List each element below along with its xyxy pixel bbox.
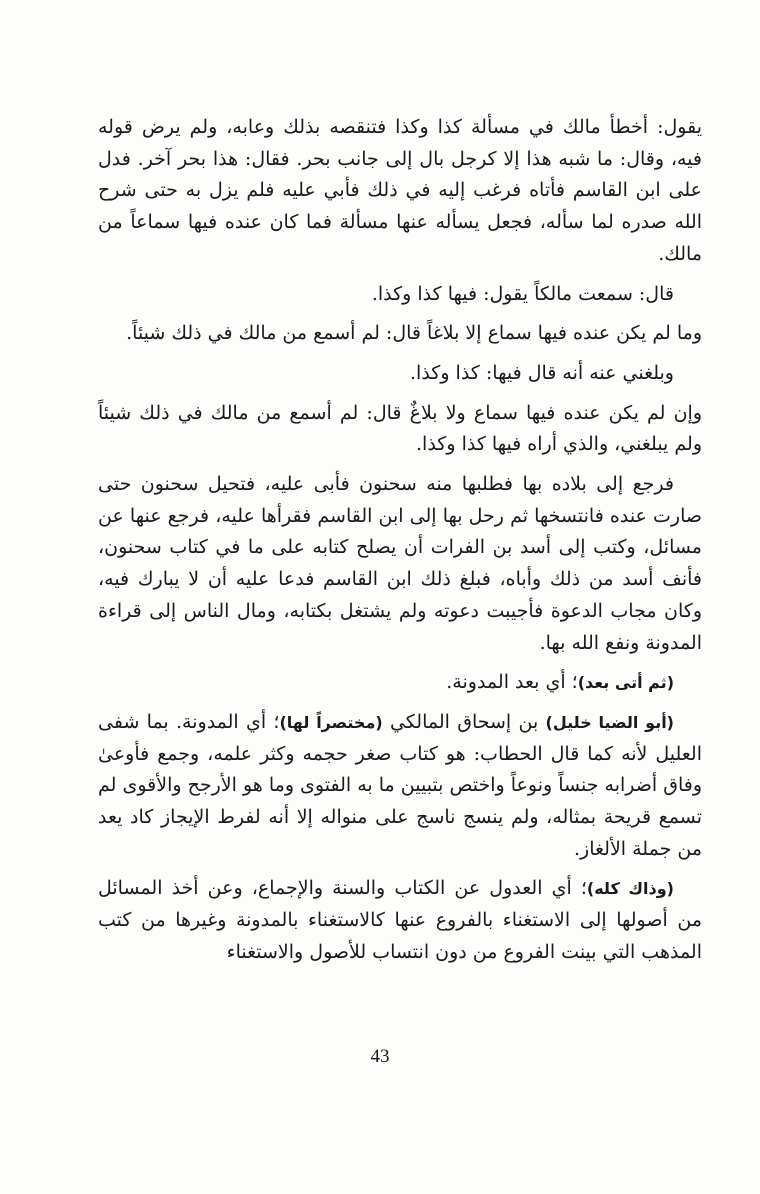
paragraph-text: يقول: أخطأ مالك في مسألة كذا وكذا فتنقصه بذلك وعابه، ولم يرض قوله فيه، وقال: ما شبه هذا إلا كرجل بال إلى جانب بحر. فقال: هذا بحر آخر. فدل على ابن القاسم فأتاه فرغب إليه في ذلك فأبي عليه فلم يزل به حتى شرح الله صدره لما سأله، فجعل يسأله عنها مسألة فما كان عنده فيها سماعاً من مالك.	[98, 116, 703, 265]
paragraph	[98, 707, 702, 866]
bold-term: (أبو الضيا خليل)	[545, 712, 674, 732]
paragraph	[98, 358, 702, 390]
paragraph	[98, 112, 702, 271]
paragraph-text: وإن لم يكن عنده فيها سماع ولا بلاغٌ قال: لم أسمع من مالك في ذلك شيئاً ولم يبلغني، والذي أراه فيها كذا وكذا.	[98, 401, 702, 456]
paragraph	[98, 667, 702, 699]
paragraph-text: قال: سمعت مالكاً يقول: فيها كذا وكذا.	[371, 282, 674, 305]
bold-term: (وذاك كله)	[586, 879, 674, 899]
paragraph	[98, 469, 702, 659]
paragraph	[98, 318, 702, 350]
paragraph-text: فرجع إلى بلاده بها فطلبها منه سحنون فأبى عليه، فتحيل سحنون حتى صارت عنده فانتسخها ثم رحل بها إلى ابن القاسم فقرأها عليه، فرجع عنها عن مسائل، وكتب إلى أسد بن الفرات أن يصلح كتابه على ما في كتاب سحنون، فأنف أسد من ذلك وأباه، فبلغ ذلك ابن القاسم فدعا عليه أن لا يبارك فيه، وكان مجاب الدعوة فأجيبت دعوته ولم يشتغل بكتابه، ومال الناس إلى قراءة المدونة ونفع الله بها.	[98, 473, 702, 654]
paragraph-text: ؛ أي العدول عن الكتاب والسنة والإجماع، وعن أخذ المسائل من أصولها إلى الاستغناء بالفروع عنها كالاستغناء بالمدونة وغيرها من كتب المذهب التي بينت الفروع من دون انتساب للأصول والاستغناء	[98, 877, 702, 963]
paragraph-text: ؛ أي المدونة. بما شفى العليل لأنه كما قال الحطاب: هو كتاب صغر حجمه وكثر علمه، وجمع فأوعىٰ وفاق أضرابه جنساً ونوعاً واختص بتبيين ما به الفتوى وما هو الأرجح والأقوى لم تسمع قريحة بمثاله، ولم ينسج ناسج على منواله إلا أنه لفرط الإيجاز كاد يعد من جملة الألغاز.	[98, 710, 702, 860]
page-body-text	[98, 112, 702, 977]
paragraph	[98, 873, 702, 968]
paragraph-text: وما لم يكن عنده فيها سماع إلا بلاغاً قال: لم أسمع من مالك في ذلك شيئاً.	[126, 322, 702, 345]
paragraph-text: بن إسحاق المالكي	[382, 710, 546, 733]
paragraph-text: وبلغني عنه أنه قال فيها: كذا وكذا.	[410, 361, 674, 384]
bold-term: (مختصراً لها)	[279, 712, 383, 732]
paragraph-text: ؛ أي بعد المدونة.	[446, 671, 578, 694]
bold-term: (ثم أتى بعد)	[577, 673, 674, 693]
paragraph	[98, 279, 702, 311]
paragraph	[98, 398, 702, 461]
page-number: 43	[370, 1046, 390, 1067]
